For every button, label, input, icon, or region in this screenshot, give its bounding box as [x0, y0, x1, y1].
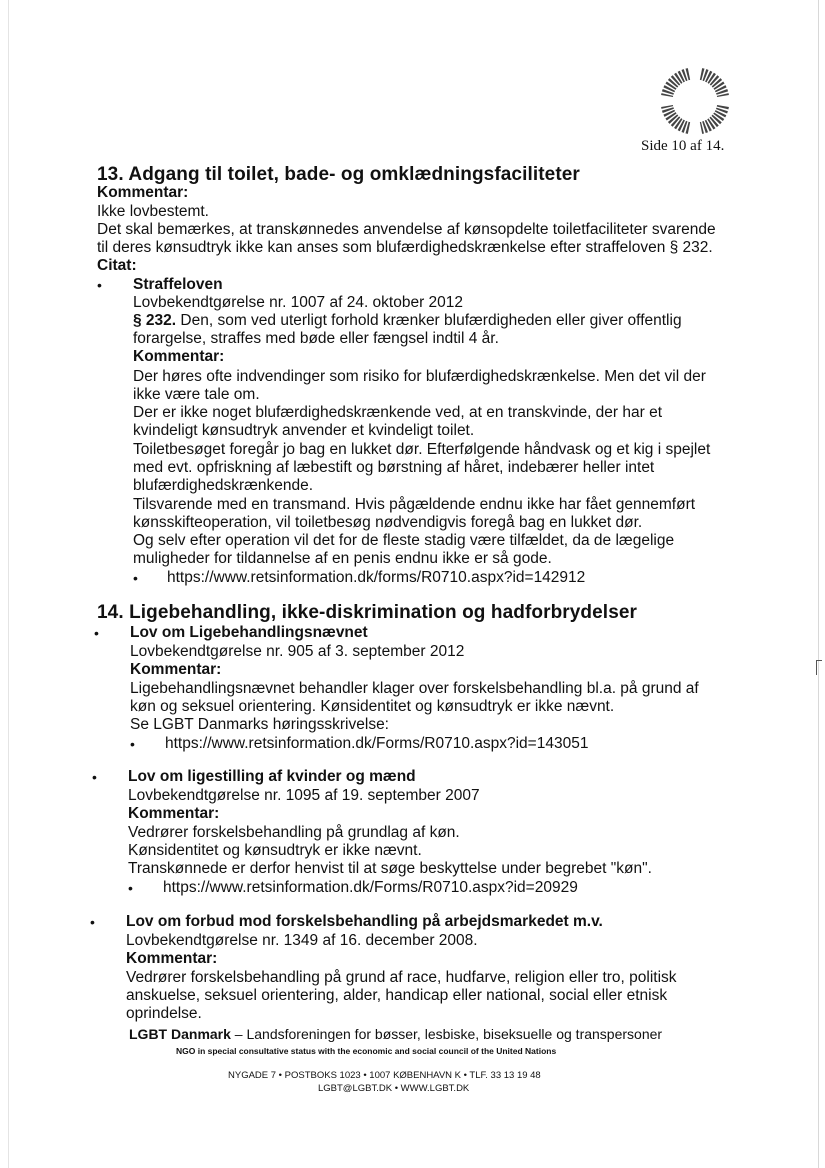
address: NYGADE 7 • POSTBOKS 1023 • 1007 KØBENHAVN K • TLF. 33 13 19 48 [228, 1070, 541, 1081]
text-line: med evt. opfriskning af læbestift og børstning af håret, indebærer heller intet [133, 459, 655, 476]
text-line: Se LGBT Danmarks høringsskrivelse: [130, 716, 389, 733]
section-13-heading: 13. Adgang til toilet, bade- og omklædningsfaciliteter [97, 164, 580, 185]
retsinformation-link[interactable]: https://www.retsinformation.dk/Forms/R0710.aspx?id=143051 [165, 735, 589, 752]
text-line: Der høres ofte indvendinger som risiko for blufærdighedskrænkelse. Men det vil der [133, 368, 706, 385]
lgbt-danmark-ring-logo-icon [658, 66, 732, 136]
text-line: Vedrører forskelsbehandling på grund af race, hudfarve, religion eller tro, politisk [126, 969, 677, 986]
text-line: Ligebehandlingsnævnet behandler klager over forskelsbehandling bl.a. på grund af [130, 680, 699, 697]
scan-edge-right [818, 0, 819, 1168]
kommentar-label: Kommentar: [128, 805, 220, 822]
kommentar-label: Kommentar: [97, 184, 189, 201]
scan-mark [816, 660, 822, 675]
org-line [129, 1026, 662, 1042]
page-number: Side 10 af 14. [641, 138, 725, 154]
text-line: Transkønnede er derfor henvist til at søge beskyttelse under begrebet "køn". [128, 860, 652, 877]
paragraph-number: § 232. [133, 312, 177, 329]
text-line: muligheder for tildannelse af en penis endnu ikke er så gode. [133, 550, 552, 567]
text-line: Der er ikke noget blufærdighedskrænkende ved, at en transkvinde, der har et [133, 404, 663, 421]
text-line: kvindeligt kønsudtryk anvender et kvindeligt toilet. [133, 422, 475, 439]
text-line: køn og seksuel orientering. Kønsidentitet og kønsudtryk er ikke nævnt. [130, 698, 615, 715]
bullet-icon: • [94, 625, 99, 641]
law-title: Straffeloven [133, 276, 223, 293]
org-name: LGBT Danmark [129, 1026, 231, 1042]
text-line: Tilsvarende med en transmand. Hvis pågældende endnu ikke har fået gennemført [133, 496, 696, 513]
law-title: Lov om forbud mod forskelsbehandling på arbejdsmarkedet m.v. [126, 913, 603, 930]
text-line: Vedrører forskelsbehandling på grundlag af køn. [128, 824, 460, 841]
retsinformation-link[interactable]: https://www.retsinformation.dk/Forms/R0710.aspx?id=20929 [163, 879, 578, 896]
bullet-icon: • [130, 736, 135, 752]
text-line: oprindelse. [126, 1005, 202, 1022]
law-reference: Lovbekendtgørelse nr. 1095 af 19. september 2007 [128, 787, 480, 804]
text-line: kønsskifteoperation, vil toiletbesøg nødvendigvis foregå bag en lukket dør. [133, 514, 643, 531]
text-line: Og selv efter operation vil det for de fleste stadig være tilfældet, da de lægelige [133, 532, 675, 549]
kommentar-label: Kommentar: [126, 950, 218, 967]
kommentar-label: Kommentar: [130, 661, 222, 678]
law-reference: Lovbekendtgørelse nr. 1007 af 24. oktober 2012 [133, 294, 464, 311]
paragraph-text: Den, som ved uterligt forhold krænker blufærdigheden eller giver offentlig [176, 312, 682, 329]
text-line: blufærdighedskrænkende. [133, 477, 314, 494]
law-reference: Lovbekendtgørelse nr. 905 af 3. september 2012 [130, 643, 465, 660]
section-14-heading: 14. Ligebehandling, ikke-diskrimination og hadforbrydelser [97, 602, 638, 623]
law-title: Lov om Ligebehandlingsnævnet [130, 624, 368, 641]
bullet-icon: • [90, 914, 95, 930]
retsinformation-link[interactable]: https://www.retsinformation.dk/forms/R0710.aspx?id=142912 [167, 569, 586, 586]
contact[interactable]: LGBT@LGBT.DK • WWW.LGBT.DK [318, 1083, 470, 1094]
text-line: Ikke lovbestemt. [97, 203, 209, 220]
text-line: Toiletbesøget foregår jo bag en lukket dør. Efterfølgende håndvask og et kig i spejlet [133, 441, 711, 458]
text-line: anskuelse, seksuel orientering, alder, handicap eller national, social eller etnisk [126, 987, 668, 1004]
text-line: Det skal bemærkes, at transkønnedes anvendelse af kønsopdelte toiletfaciliteter svarende [97, 221, 716, 238]
ngo-status: NGO in special consultative status with the economic and social council of the United Nations [176, 1046, 557, 1056]
law-title: Lov om ligestilling af kvinder og mænd [128, 768, 416, 785]
text-line: Kønsidentitet og kønsudtryk er ikke nævnt. [128, 842, 422, 859]
bullet-icon: • [133, 570, 138, 586]
bullet-icon: • [128, 880, 133, 896]
text-line: ikke være tale om. [133, 386, 260, 403]
scan-edge-left [8, 0, 9, 1168]
bullet-icon: • [97, 277, 102, 293]
paragraph-232 [133, 312, 682, 330]
kommentar-label: Kommentar: [133, 348, 225, 365]
text-line: til deres kønsudtryk ikke kan anses som blufærdighedskrænkelse efter straffeloven § 232. [97, 239, 713, 256]
citat-label: Citat: [97, 257, 137, 274]
bullet-icon: • [92, 769, 97, 785]
org-description: – Landsforeningen for bøsser, lesbiske, biseksuelle og transpersoner [230, 1026, 663, 1042]
paragraph-text: forargelse, straffes med bøde eller fængsel indtil 4 år. [133, 330, 499, 347]
law-reference: Lovbekendtgørelse nr. 1349 af 16. december 2008. [126, 932, 478, 949]
